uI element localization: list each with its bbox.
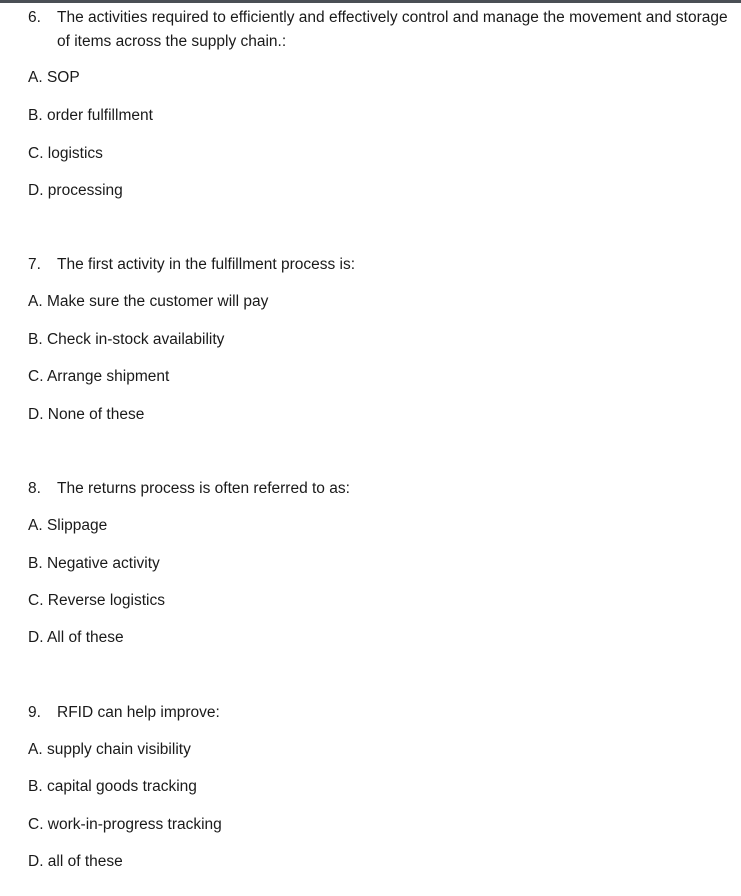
option-c: C. work-in-progress tracking [28,816,222,833]
question-9 [28,701,738,725]
question-text: The returns process is often referred to as: [57,480,350,497]
question-text: RFID can help improve: [57,704,220,721]
option-b: B. Negative activity [28,555,160,572]
option-d: D. all of these [28,853,123,870]
top-border [0,0,741,3]
option-a: A. Slippage [28,517,108,534]
question-6 [28,6,738,54]
option-a: A. Make sure the customer will pay [28,293,269,310]
option-b: B. capital goods tracking [28,778,197,795]
question-number: 9. [28,704,41,721]
option-d: D. None of these [28,406,145,423]
option-a: A. supply chain visibility [28,741,191,758]
option-c: C. Arrange shipment [28,368,170,385]
question-text: The first activity in the fulfillment process is: [57,256,356,273]
question-7 [28,253,738,277]
option-a: A. SOP [28,69,80,86]
question-text: The activities required to efficiently and effectively control and manage the movement and storage of items across the supply chain.: [57,9,728,50]
option-d: D. processing [28,182,123,199]
option-c: C. Reverse logistics [28,592,165,609]
option-b: B. Check in-stock availability [28,331,225,348]
option-d: D. All of these [28,629,124,646]
question-number: 6. [28,9,41,26]
question-8 [28,477,738,501]
question-number: 7. [28,256,41,273]
option-b: B. order fulfillment [28,107,153,124]
option-c: C. logistics [28,145,103,162]
question-number: 8. [28,480,41,497]
